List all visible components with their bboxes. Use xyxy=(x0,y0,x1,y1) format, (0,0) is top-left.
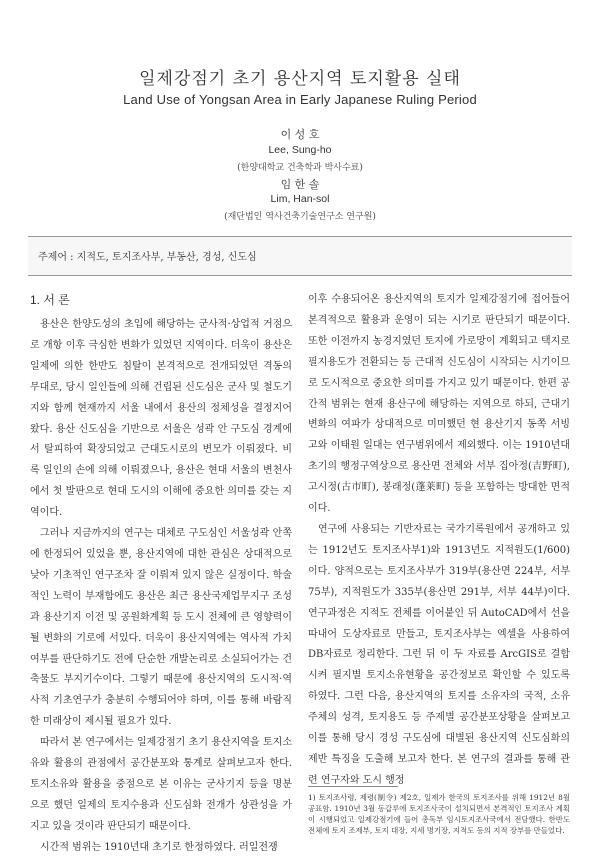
author-1-affiliation: (한양대학교 건축학과 박사수료) xyxy=(237,163,363,173)
title-korean: 일제강점기 초기 용산지역 토지활용 실태 xyxy=(139,69,461,89)
footnote: 1) 토지조사령, 제령(制令) 제2호, 일제가 한국의 토지조사를 위해 1912년 8월 공표함. 1910년 3월 동갑루에 토지조사국이 설치되면서 본격적인 토지조사 계획이 시행되었고 일제강점기에 들어 총독부 임시토지조사국에서 전담했다. 한반도 전체에 토지 조제부, 토지 대장, 지세 명기장, 지적도 등의 지적 장부를 만들었다. xyxy=(308,793,570,835)
author-2-affiliation: (재단법인 역사건축기술연구소 연구원) xyxy=(224,212,376,222)
left-column xyxy=(30,290,292,859)
author-1-romanized: Lee, Sung-ho xyxy=(268,144,332,156)
author-1-name: 이 성 호 xyxy=(280,128,320,141)
title-english: Land Use of Yongsan Area in Early Japanese Ruling Period xyxy=(123,92,477,107)
author-2-romanized: Lim, Han-sol xyxy=(270,193,330,205)
body-paragraph: 용산은 한양도성의 초입에 해당하는 군사적·상업적 거점으로 개항 이후 극심한 변화가 있었던 지역이다. 더욱이 용산은 일제에 의한 한반도 침탈이 본격적으로 전개되었던 격동의 무대로, 당시 일인들에 의해 건립된 신도심은 군사 및 철도기지와 함께 현재까지 서울 내에서 용산의 정체성을 결정지어 왔다. 용산 신도심을 기반으로 서울은 성곽 안 구도심 경계에서 탈피하여 확장되었고 근대도시로의 변모가 이뤄졌다. 비록 일인의 손에 의해 이뤄졌으나, 용산은 현대 서울의 변천사에서 첫 발판으로 현대 도시의 이해에 중요한 의미를 갖는 지역이다. xyxy=(30,319,292,519)
right-column xyxy=(308,290,570,792)
body-paragraph: 그러나 지금까지의 연구는 대체로 구도심인 서울성곽 안쪽에 한정되어 있었을 뿐, 용산지역에 대한 관심은 상대적으로 낮아 기초적인 연구조차 잘 이뤄져 있지 않은 실정이다. 학술적인 노력이 부재함에도 용산은 최근 용산국제업무지구 조성과 용산기지 이전 및 공원화계획 등 도시 전체에 큰 영향력이 될 변화의 기로에 서있다. 더욱이 용산지역에는 역사적 가치 여부를 판단하기도 전에 단순한 개발논리로 소실되어가는 건축물도 부지기수이다. 그렇기 때문에 용산지역의 도시적·역사적 기초연구가 충분히 수행되어야 하며, 이를 통해 바람직한 미래상이 제시될 필요가 있다. xyxy=(30,528,292,728)
author-2-name: 임 한 솔 xyxy=(280,178,320,191)
keywords-box xyxy=(28,236,572,276)
keywords: 주제어 : 지적도, 토지조사부, 부동산, 경성, 신도심 xyxy=(38,252,257,263)
body-paragraph: 이후 수용되어온 용산지역의 토지가 일제강점기에 접어들어 본격적으로 활용과 운영이 되는 시기로 판단되기 때문이다. 또한 이전까지 농경지였던 토지에 가로망이 계획되고 택지로 필지용도가 전환되는 등 근대적 신도심이 시작되는 시기이므로 도시적으로 중요한 의미를 가지고 있기 때문이다. 한편 공간적 범위는 현재 용산구에 해당하는 지역으로 하되, 근대기 변화의 여파가 상대적으로 미미했던 현 용산기지 동쪽 서빙고와 이태원 일대는 연구범위에서 제외했다. 이는 1910년대 초기의 행정구역상으로 용산면 전체와 서부 집아정(吉野町), 고시정(古市町), 봉래정(蓬莱町) 등을 포함하는 방대한 면적이다. xyxy=(308,294,570,515)
footnote-divider xyxy=(308,786,398,787)
section-heading: 1. 서 론 xyxy=(30,293,70,307)
body-paragraph: 따라서 본 연구에서는 일제강점기 초기 용산지역을 토지소유와 활용의 관점에서 공간분포와 통계로 살펴보고자 한다. 토지소유와 활용을 중점으로 본 이유는 군사기지 등을 명분으로 했던 일제의 토지수용과 신도심화 전개가 상관성을 가지고 있을 것이라 판단되기 때문이다. xyxy=(30,737,292,832)
body-paragraph: 시간적 범위는 1910년대 초기로 한정하였다. 러일전쟁 xyxy=(40,841,278,853)
body-paragraph: 연구에 사용되는 기반자료는 국가기록원에서 공개하고 있는 1912년도 토지조사부1)와 1913년도 지적원도(1/600)이다. 양적으로는 토지조사부가 319부(용산면 224부, 서부 75부), 지적원도가 335부(용산면 291부, 서부 44부)이다. 연구과정은 지적도 전체를 이어붙인 뒤 AutoCAD에서 선을 따내어 도상자료로 만들고, 토지조사부는 엑셀을 사용하여 DB자료로 정리한다. 그런 뒤 이 두 자료를 ArcGIS로 결합시켜 필지별 토지소유현황을 공간정보로 확인할 수 있도록 하였다. 그런 다음, 용산지역의 토지를 소유자의 국적, 소유주체의 성격, 토지용도 등 주제별 공간분포상황을 살펴보고 이를 통해 당시 경성 구도심에 대별된 용산지역 신도심화의 제반 특징을 도출해 보고자 한다. 본 연구의 결과를 통해 관련 연구자와 도시 행정 xyxy=(308,523,570,786)
